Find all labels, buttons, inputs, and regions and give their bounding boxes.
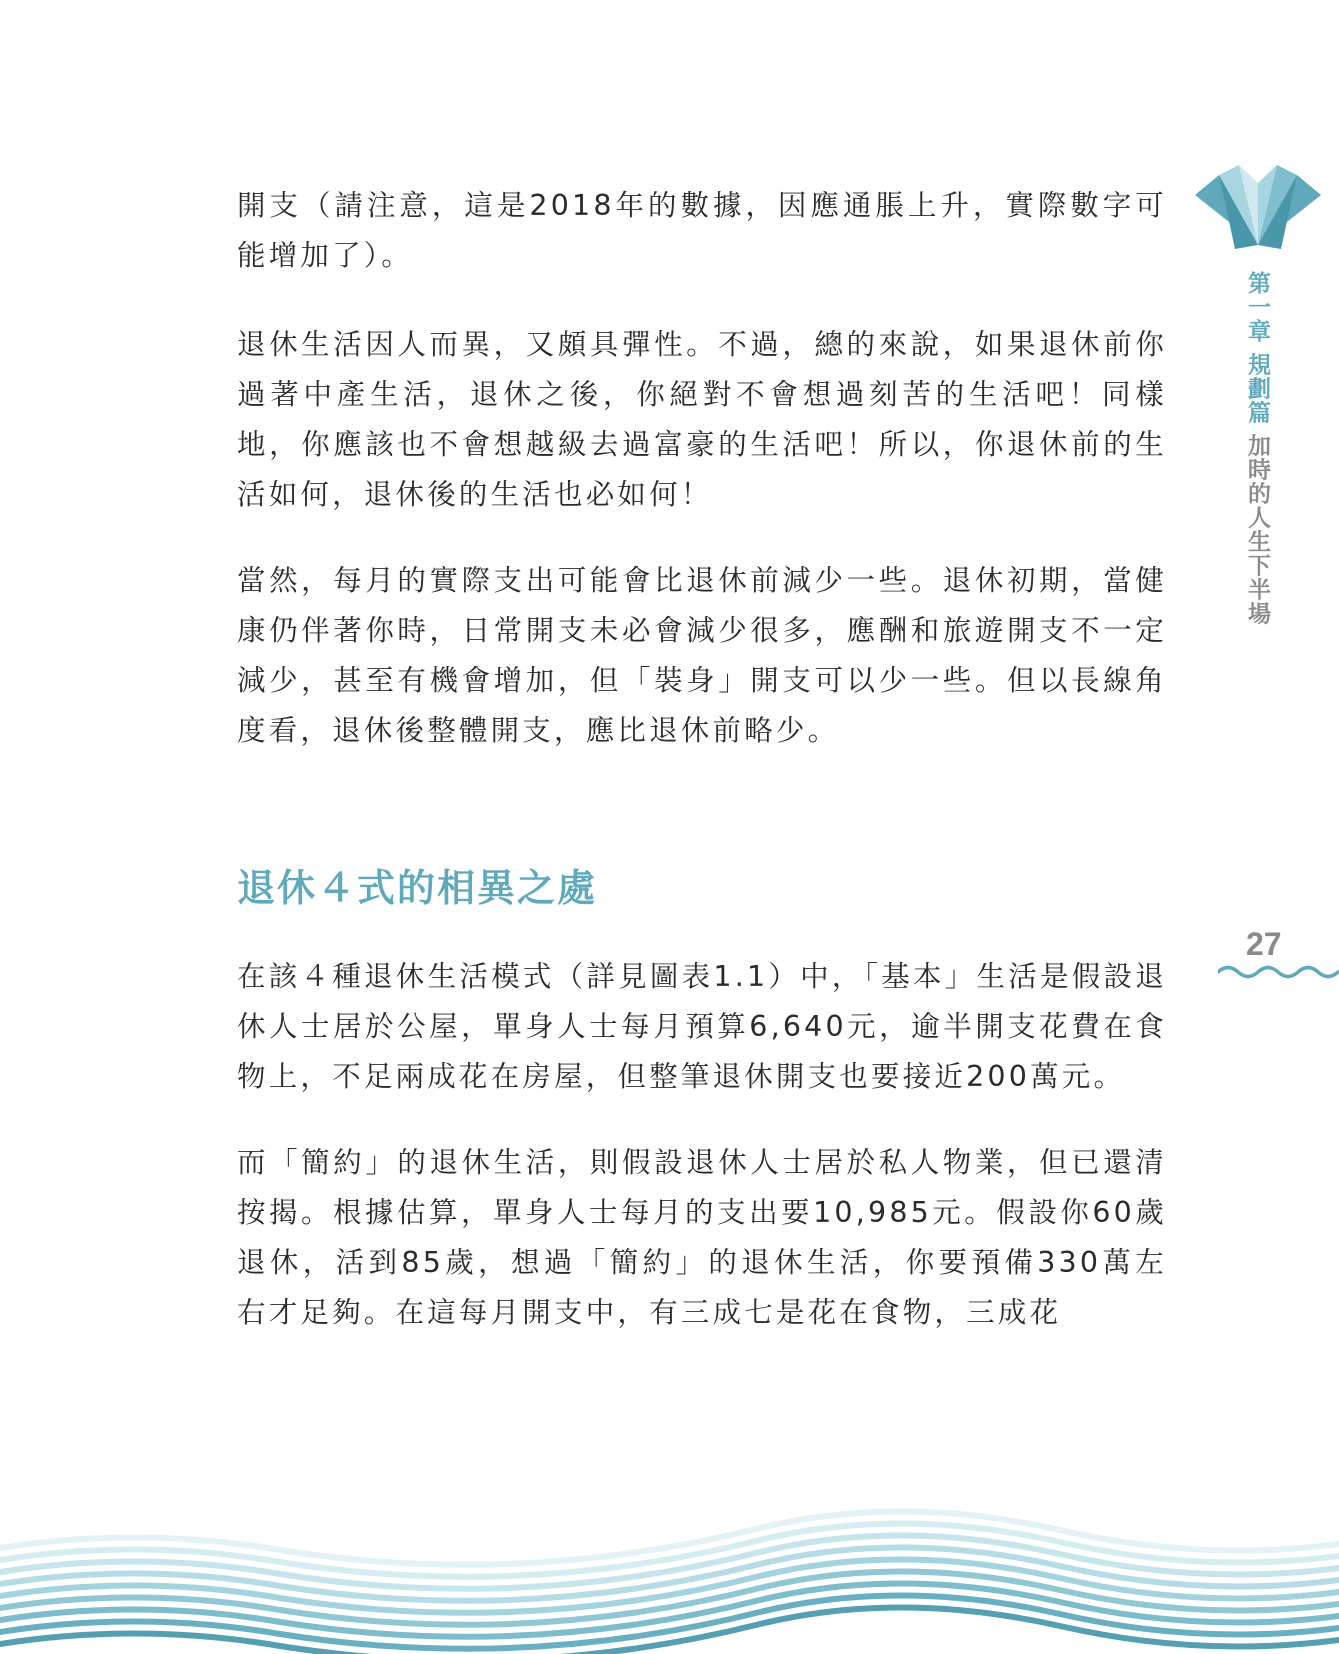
bottom-wave-decoration (0, 1488, 1339, 1654)
body-paragraph-1: 開支（請注意，這是2018年的數據，因應通脹上升，實際數字可能增加了）。 (237, 189, 1167, 272)
section-paragraph-1: 在該４種退休生活模式（詳見圖表1.1）中，「基本」生活是假設退休人士居於公屋，單身人士每月預算6,640元，逾半開支花費在食物上，不足兩成花在房屋，但整筆退休開支也要接近200萬元。 (237, 960, 1167, 1093)
body-text-2 (237, 320, 1167, 520)
section-paragraph-2: 而「簡約」的退休生活，則假設退休人士居於私人物業，但已還清按揭。根據估算，單身人士每月的支出要10,985元。假設你60歲退休，活到85歲，想過「簡約」的退休生活，你要預備330萬左右才足夠。在這每月開支中，有三成七是花在食物，三成花 (237, 1146, 1167, 1329)
section-heading: 退休４式的相異之處 (237, 865, 598, 910)
chapter-label: 第一章 (1244, 271, 1270, 343)
section-text-1 (237, 952, 1167, 1102)
origami-fold-icon (1195, 165, 1321, 257)
page-number: 27 (1246, 926, 1282, 962)
body-paragraph-3: 當然，每月的實際支出可能會比退休前減少一些。退休初期，當健康仍伴著你時，日常開支未必會減少很多，應酬和旅遊開支不一定減少，甚至有機會增加，但「裝身」開支可以少一些。但以長線角度看，退休後整體開支，應比退休前略少。 (237, 564, 1167, 747)
body-text-3 (237, 556, 1167, 756)
book-title: 加時的人生下半場 (1244, 433, 1270, 626)
section-text-2 (237, 1138, 1167, 1338)
section-label: 規劃篇 (1244, 352, 1270, 425)
body-text (237, 181, 1167, 281)
chapter-sidebar (1233, 271, 1281, 625)
wave-icon (1218, 960, 1339, 984)
body-paragraph-2: 退休生活因人而異，又頗具彈性。不過，總的來說，如果退休前你過著中產生活，退休之後，你絕對不會想過刻苦的生活吧！同樣地，你應該也不會想越級去過富豪的生活吧！所以，你退休前的生活如何，退休後的生活也必如何！ (237, 328, 1167, 511)
